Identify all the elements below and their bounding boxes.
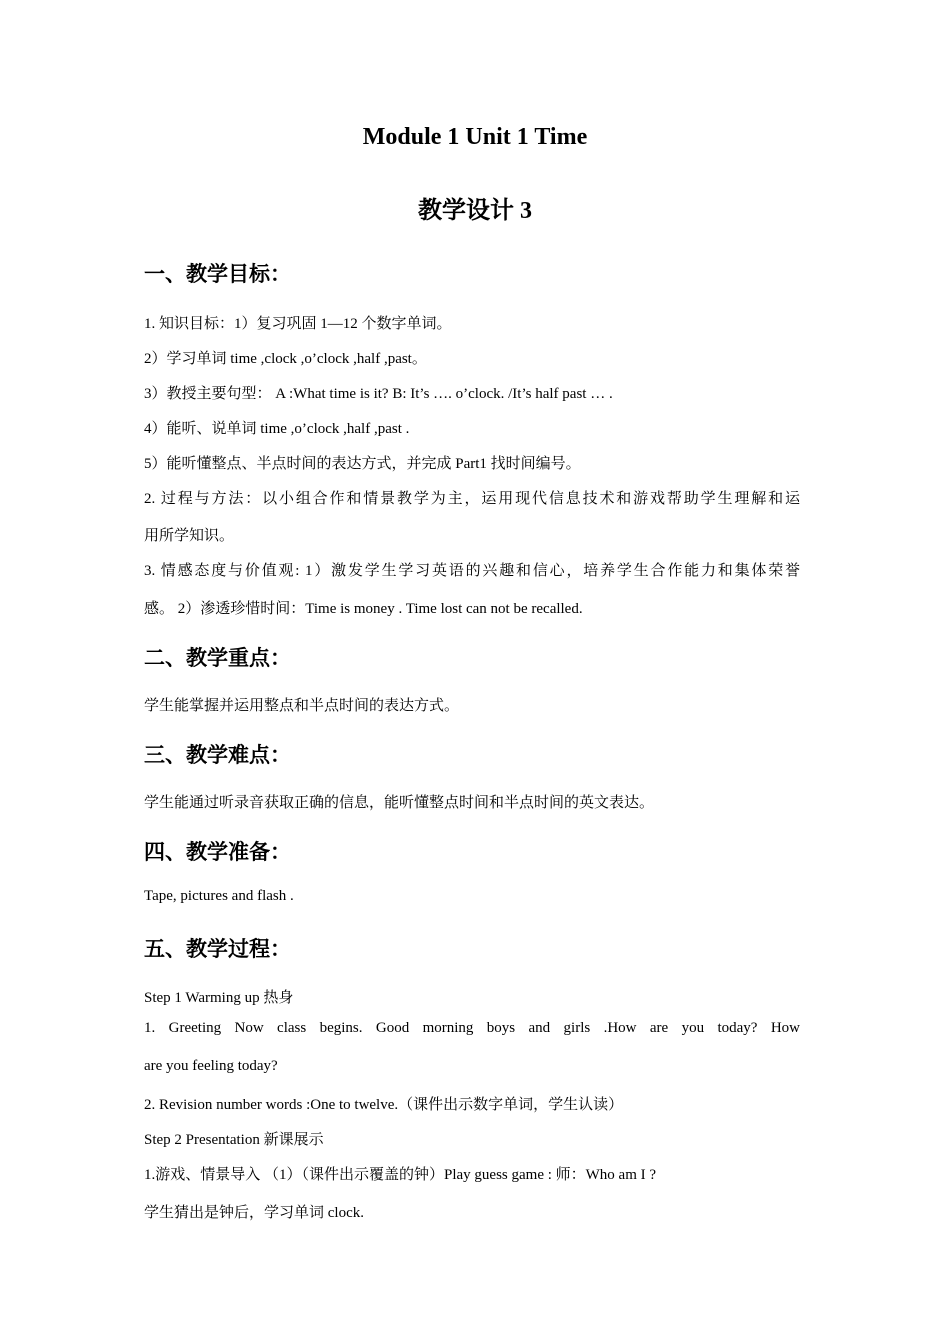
process-line: 2. Revision number words :One to twelve.（课件出示数字单词，学生认读） xyxy=(144,1097,624,1113)
objectives-line: 5）能听懂整点、半点时间的表达方式，并完成 Part1 找时间编号。 xyxy=(144,456,581,472)
objectives-line: 用所学知识。 xyxy=(144,528,235,544)
document-title: Module 1 Unit 1 Time xyxy=(362,124,588,150)
process-line: Step 2 Presentation 新课展示 xyxy=(144,1132,324,1148)
objectives-line: 2）学习单词 time ,clock ,o’clock ,half ,past。 xyxy=(144,351,427,367)
process-line: Step 1 Warming up 热身 xyxy=(144,990,294,1006)
preparation-line: Tape, pictures and flash . xyxy=(144,888,294,904)
objectives-line: 感。 2）渗透珍惜时间：Time is money . Time lost can not be recalled. xyxy=(144,601,583,617)
section-heading-difficulties: 三、教学难点： xyxy=(144,743,291,767)
section-heading-preparation: 四、教学准备： xyxy=(144,840,291,864)
process-line: 学生猜出是钟后，学习单词 clock. xyxy=(144,1205,364,1221)
process-line: 1. Greeting Now class begins. Good morning boys and girls .How are you today? How xyxy=(144,1020,800,1036)
section-heading-key-points: 二、教学重点： xyxy=(144,646,291,670)
objectives-line: 3. 情感态度与价值观: 1）激发学生学习英语的兴趣和信心，培养学生合作能力和集体荣誉 xyxy=(144,563,800,579)
section-heading-objectives: 一、教学目标： xyxy=(144,262,291,286)
process-line: are you feeling today? xyxy=(144,1058,278,1074)
objectives-line: 2. 过程与方法：以小组合作和情景教学为主，运用现代信息技术和游戏帮助学生理解和运 xyxy=(144,491,800,507)
key-points-line: 学生能掌握并运用整点和半点时间的表达方式。 xyxy=(144,698,460,714)
objectives-line: 1. 知识目标：1）复习巩固 1—12 个数字单词。 xyxy=(144,316,452,332)
document-subtitle: 教学设计 3 xyxy=(418,198,532,224)
process-line: 1.游戏、情景导入 （1）（课件出示覆盖的钟）Play guess game : 师：Who am I ? xyxy=(144,1167,657,1183)
objectives-line: 3）教授主要句型： A :What time is it? B: It’s …. o’clock. /It’s half past … . xyxy=(144,386,613,402)
section-heading-process: 五、教学过程： xyxy=(144,937,291,961)
difficulties-line: 学生能通过听录音获取正确的信息，能听懂整点时间和半点时间的英文表达。 xyxy=(144,795,655,811)
objectives-line: 4）能听、说单词 time ,o’clock ,half ,past . xyxy=(144,421,410,437)
